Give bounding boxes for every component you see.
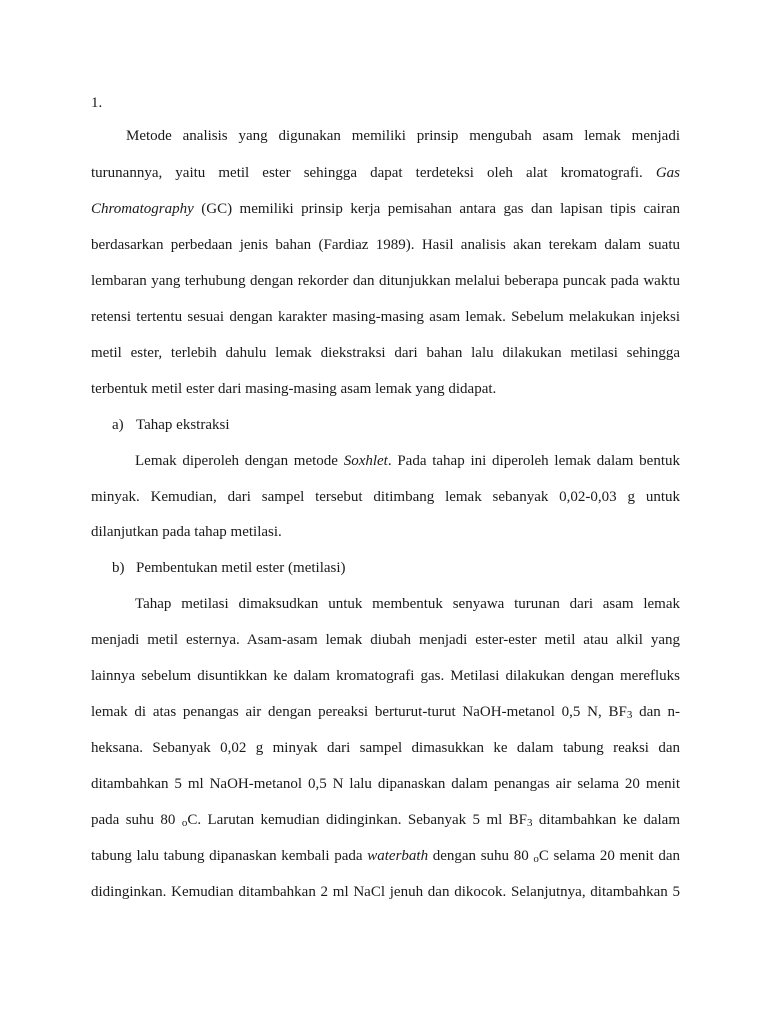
section-a-line: minyak. Kemudian, dari sampel tersebut ditimbang lemak sebanyak 0,02-0,03 g untuk <box>91 489 680 505</box>
section-b-line: didinginkan. Kemudian ditambahkan 2 ml NaCl jenuh dan dikocok. Selanjutnya, ditambahkan 5 <box>91 884 680 900</box>
section-b-line: pada suhu 80 oC. Larutan kemudian didinginkan. Sebanyak 5 ml BF3 ditambahkan ke dalam <box>91 812 680 829</box>
intro-line: metil ester, terlebih dahulu lemak diekstraksi dari bahan lalu dilakukan metilasi sehingga <box>91 345 680 361</box>
intro-line: Metode analisis yang digunakan memiliki prinsip mengubah asam lemak menjadi <box>126 128 680 144</box>
section-b-heading <box>112 559 346 577</box>
section-b-line: tabung lalu tabung dipanaskan kembali pada waterbath dengan suhu 80 oC selama 20 menit dan <box>91 848 681 865</box>
section-b-line: lemak di atas penangas air dengan pereaksi berturut-turut NaOH-metanol 0,5 N, BF3 dan n- <box>91 704 681 721</box>
item-number: 1. <box>91 95 103 111</box>
section-a-line: Lemak diperoleh dengan metode Soxhlet. Pada tahap ini diperoleh lemak dalam bentuk <box>135 453 680 469</box>
section-b-line: menjadi metil esternya. Asam-asam lemak diubah menjadi ester-ester metil atau alkil yang <box>91 632 680 648</box>
section-a-marker: a) <box>112 417 124 433</box>
intro-line: Chromatography (GC) memiliki prinsip kerja pemisahan antara gas dan lapisan tipis cairan <box>91 201 680 217</box>
intro-line: retensi tertentu sesuai dengan karakter masing-masing asam lemak. Sebelum melakukan injeksi <box>91 309 680 325</box>
intro-line: terbentuk metil ester dari masing-masing asam lemak yang didapat. <box>91 381 497 397</box>
section-b-line: heksana. Sebanyak 0,02 g minyak dari sampel dimasukkan ke dalam tabung reaksi dan <box>91 740 680 756</box>
intro-line: lembaran yang terhubung dengan rekorder dan ditunjukkan melalui beberapa puncak pada waktu <box>91 273 680 289</box>
section-b-line: Tahap metilasi dimaksudkan untuk membentuk senyawa turunan dari asam lemak <box>135 596 680 612</box>
intro-line: berdasarkan perbedaan jenis bahan (Fardiaz 1989). Hasil analisis akan terekam dalam suatu <box>91 237 680 253</box>
section-b-line: lainnya sebelum disuntikkan ke dalam kromatografi gas. Metilasi dilakukan dengan merefluks <box>91 668 680 684</box>
section-a-line: dilanjutkan pada tahap metilasi. <box>91 524 282 540</box>
section-b-marker: b) <box>112 560 125 576</box>
section-b-line: ditambahkan 5 ml NaOH-metanol 0,5 N lalu dipanaskan dalam penangas air selama 20 menit <box>91 776 680 792</box>
section-a-heading <box>112 416 230 434</box>
intro-line: turunannya, yaitu metil ester sehingga dapat terdeteksi oleh alat kromatografi. Gas <box>91 165 680 181</box>
section-a-title: Tahap ekstraksi <box>136 417 230 433</box>
section-b-title: Pembentukan metil ester (metilasi) <box>136 560 346 576</box>
